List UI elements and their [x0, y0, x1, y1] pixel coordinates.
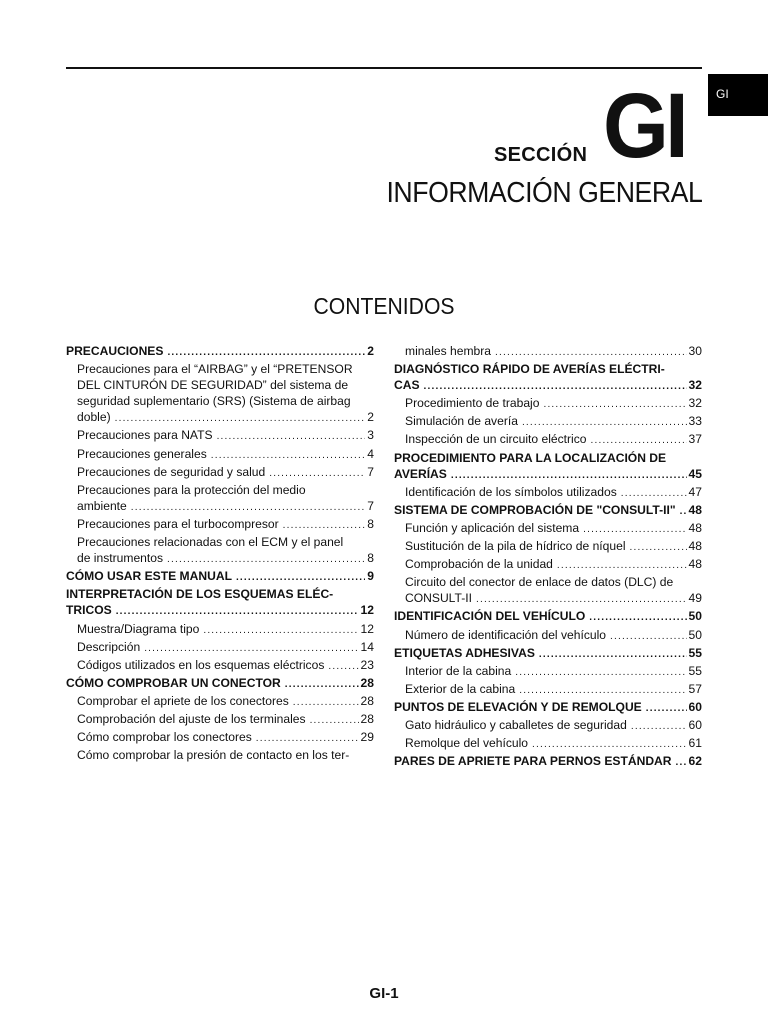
toc-subsection-entry	[394, 717, 702, 735]
toc-leader-dots	[144, 641, 358, 657]
toc-entry-line	[405, 717, 702, 735]
toc-subsection-entry	[394, 663, 702, 681]
toc-page-number: 50	[688, 609, 702, 624]
toc-entry-line	[77, 550, 374, 568]
toc-page-number: 28	[360, 693, 374, 708]
toc-leader-dots	[211, 448, 366, 464]
toc-entry-line	[77, 427, 374, 445]
toc-entry-text: AVERÍAS	[394, 466, 447, 481]
toc-section-entry	[394, 608, 702, 626]
toc-page-number: 37	[688, 432, 702, 447]
toc-subsection-entry	[394, 431, 702, 449]
toc-page-number: 4	[367, 446, 374, 461]
toc-entry-line	[394, 377, 702, 395]
toc-entry-line	[66, 602, 374, 620]
toc-page-number: 2	[367, 344, 374, 358]
toc-entry-text: Sustitución de la pila de hídrico de níquel	[405, 539, 626, 554]
toc-entry-line	[405, 663, 702, 681]
toc-section-entry	[66, 586, 374, 620]
toc-page-number: 28	[360, 675, 374, 690]
toc-subsection-entry	[66, 516, 374, 534]
toc-entry-line	[405, 538, 702, 556]
toc-leader-dots	[116, 604, 359, 620]
toc-entry-line	[405, 735, 702, 753]
toc-entry-text: PROCEDIMIENTO PARA LA LOCALIZACIÓN DE	[394, 450, 667, 465]
toc-subsection-entry	[394, 735, 702, 753]
toc-leader-dots	[557, 558, 687, 574]
section-title: INFORMACIÓN GENERAL	[386, 177, 702, 209]
toc-page-number: 55	[688, 645, 702, 660]
toc-section-entry	[394, 645, 702, 663]
toc-subsection-entry	[394, 574, 702, 608]
toc-leader-dots	[451, 468, 687, 484]
toc-entry-line	[394, 466, 702, 484]
toc-entry-text: Circuito del conector de enlace de datos (DLC) de	[405, 575, 674, 590]
toc-entry-text: TRICOS	[66, 603, 112, 618]
toc-subsection-entry	[394, 556, 702, 574]
toc-leader-dots	[269, 466, 365, 482]
toc-entry-text: Cómo comprobar los conectores	[77, 730, 252, 745]
toc-entry-text: PRECAUCIONES	[66, 344, 164, 358]
toc-entry-text: Descripción	[77, 639, 141, 654]
toc-leader-dots	[217, 429, 366, 445]
toc-leader-dots	[203, 623, 358, 639]
toc-page-number: 28	[360, 711, 374, 726]
toc-page-number: 48	[688, 520, 702, 535]
toc-entry-line	[77, 409, 374, 427]
toc-subsection-entry	[394, 484, 702, 502]
toc-entry-text: CÓMO COMPROBAR UN CONECTOR	[66, 675, 281, 690]
section-label: SECCIÓN	[494, 144, 588, 166]
toc-subsection-entry	[394, 520, 702, 538]
toc-page-number: 49	[688, 591, 702, 606]
toc-entry-line	[405, 681, 702, 699]
toc-page-number: 7	[367, 498, 374, 513]
toc-entry-text: seguridad suplementario (SRS) (Sistema de airbag	[77, 394, 351, 409]
toc-entry-text: Precauciones para la protección del medio	[77, 482, 306, 497]
toc-entry-text: Número de identificación del vehículo	[405, 627, 607, 642]
top-rule	[66, 67, 702, 69]
toc-entry-text: SISTEMA DE COMPROBACIÓN DE "CONSULT-II"	[394, 502, 676, 517]
toc-page-number: 12	[360, 603, 374, 618]
toc-subsection-entry	[66, 446, 374, 464]
toc-leader-dots	[591, 433, 687, 449]
toc-entry-line	[77, 657, 374, 675]
toc-subsection-entry	[66, 621, 374, 639]
toc-entry-text: Procedimiento de trabajo	[405, 396, 540, 411]
toc-section-entry	[66, 568, 374, 586]
toc-entry-line	[405, 395, 702, 413]
toc-entry-text: PUNTOS DE ELEVACIÓN Y DE REMOLQUE	[394, 699, 642, 714]
toc-entry-text: CONSULT-II	[405, 591, 472, 606]
toc-entry-line	[405, 520, 702, 538]
toc-subsection-entry	[66, 711, 374, 729]
toc-entry-text: Comprobación del ajuste de los terminales	[77, 711, 306, 726]
contents-heading: CONTENIDOS	[313, 293, 455, 319]
toc-page-number: 48	[688, 502, 702, 517]
toc-entry-text: Identificación de los símbolos utilizados	[405, 484, 617, 499]
toc-entry-text: CÓMO USAR ESTE MANUAL	[66, 569, 232, 584]
toc-entry-text: Precauciones relacionadas con el ECM y el panel	[77, 535, 344, 550]
toc-page-number: 62	[688, 754, 702, 769]
toc-left-column	[66, 343, 374, 763]
toc-entry-line	[77, 446, 374, 464]
toc-entry-line	[77, 516, 374, 534]
toc-subsection-entry	[66, 361, 374, 427]
toc-leader-dots	[532, 737, 687, 753]
toc-leader-dots	[621, 486, 687, 502]
toc-entry-text: doble)	[77, 410, 111, 425]
toc-entry-line	[394, 608, 702, 626]
toc-entry-line	[405, 343, 702, 361]
toc-page-number: 8	[367, 551, 374, 566]
toc-page-number: 48	[688, 557, 702, 572]
toc-entry-line	[77, 729, 374, 747]
toc-leader-dots	[630, 540, 687, 556]
toc-leader-dots	[115, 411, 366, 427]
toc-entry-text: ETIQUETAS ADHESIVAS	[394, 645, 535, 660]
toc-leader-dots	[167, 345, 365, 361]
toc-leader-dots	[131, 500, 366, 516]
toc-page-number: 9	[367, 569, 374, 584]
toc-page-number: 12	[360, 621, 374, 636]
toc-section-entry	[394, 699, 702, 717]
toc-entry-text: Cómo comprobar la presión de contacto en los ter-	[77, 748, 350, 763]
toc-section-entry	[394, 753, 702, 771]
toc-subsection-entry	[66, 693, 374, 711]
toc-entry-line	[77, 464, 374, 482]
toc-entry-text: Precauciones generales	[77, 446, 207, 461]
toc-entry-line	[405, 431, 702, 449]
toc-page-number: 8	[367, 516, 374, 531]
toc-leader-dots	[256, 731, 359, 747]
toc-page-number: 45	[688, 466, 702, 481]
toc-entry-line	[77, 711, 374, 729]
toc-entry-text: Gato hidráulico y caballetes de seguridad	[405, 717, 627, 732]
toc-entry-line	[405, 556, 702, 574]
toc-entry-text: Exterior de la cabina	[405, 681, 516, 696]
toc-subsection-entry	[66, 464, 374, 482]
toc-page-number: 47	[688, 484, 702, 499]
toc-entry-text: DIAGNÓSTICO RÁPIDO DE AVERÍAS ELÉCTRI-	[394, 362, 665, 377]
toc-entry-line	[394, 502, 702, 520]
page-number: GI-1	[369, 985, 399, 1002]
section-code: GI	[603, 75, 685, 177]
toc-entry-text: Códigos utilizados en los esquemas eléctricos	[77, 657, 325, 672]
toc-entry-text: Precauciones para el turbocompresor	[77, 516, 279, 531]
toc-entry-line	[394, 645, 702, 663]
toc-page-number: 55	[688, 663, 702, 678]
toc-leader-dots	[167, 552, 365, 568]
toc-leader-dots	[476, 592, 687, 608]
toc-subsection-entry	[394, 627, 702, 645]
toc-subsection-entry	[394, 343, 702, 361]
toc-right-column	[394, 343, 702, 771]
toc-entry-text: PARES DE APRIETE PARA PERNOS ESTÁNDAR	[394, 754, 672, 769]
toc-leader-dots	[522, 415, 687, 431]
toc-entry-line	[77, 693, 374, 711]
toc-leader-dots	[495, 345, 687, 361]
toc-page-number: 30	[688, 344, 702, 358]
toc-entry-text: CAS	[394, 378, 420, 393]
toc-page-number: 57	[688, 681, 702, 696]
toc-leader-dots	[680, 504, 687, 520]
toc-page-number: 7	[367, 464, 374, 479]
toc-section-entry	[394, 502, 702, 520]
toc-page-number: 32	[688, 396, 702, 411]
toc-subsection-entry	[394, 413, 702, 431]
toc-page-number: 14	[360, 639, 374, 654]
toc-subsection-entry	[66, 729, 374, 747]
toc-page-number: 23	[360, 657, 374, 672]
section-tab	[708, 74, 768, 116]
toc-entry-line	[405, 590, 702, 608]
toc-page-number: 50	[688, 627, 702, 642]
toc-leader-dots	[236, 570, 365, 586]
toc-leader-dots	[293, 695, 359, 711]
toc-entry-line	[66, 568, 374, 586]
toc-entry-line	[66, 675, 374, 693]
toc-subsection-entry	[394, 395, 702, 413]
toc-page-number: 29	[360, 730, 374, 745]
toc-leader-dots	[283, 518, 366, 534]
toc-entry-text: Función y aplicación del sistema	[405, 520, 580, 535]
toc-subsection-entry	[66, 657, 374, 675]
toc-page-number: 33	[688, 414, 702, 429]
toc-entry-text: IDENTIFICACIÓN DEL VEHÍCULO	[394, 609, 586, 624]
toc-leader-dots	[543, 397, 686, 413]
toc-leader-dots	[676, 755, 687, 771]
toc-entry-text: Inspección de un circuito eléctrico	[405, 432, 587, 447]
toc-entry-text: Precauciones para NATS	[77, 428, 213, 443]
toc-leader-dots	[515, 665, 686, 681]
toc-subsection-entry	[66, 482, 374, 516]
toc-entry-text: Comprobación de la unidad	[405, 557, 553, 572]
toc-entry-text: minales hembra	[405, 344, 492, 358]
toc-entry-line	[77, 639, 374, 657]
toc-leader-dots	[285, 677, 359, 693]
toc-subsection-entry	[394, 681, 702, 699]
toc-entry-text: DEL CINTURÓN DE SEGURIDAD” del sistema de	[77, 378, 349, 393]
toc-entry-line	[66, 343, 374, 361]
toc-leader-dots	[424, 379, 687, 395]
toc-page-number: 60	[688, 699, 702, 714]
toc-entry-text: Precauciones para el “AIRBAG” y el “PRETENSOR	[77, 362, 353, 377]
toc-leader-dots	[539, 647, 687, 663]
toc-leader-dots	[310, 713, 359, 729]
toc-entry-text: Precauciones de seguridad y salud	[77, 464, 266, 479]
toc-entry-text: Simulación de avería	[405, 414, 518, 429]
toc-page-number: 61	[688, 736, 702, 751]
toc-page-number: 48	[688, 539, 702, 554]
toc-entry-line	[394, 699, 702, 717]
toc-entry-text: ambiente	[77, 498, 127, 513]
toc-entry-text: Muestra/Diagrama tipo	[77, 621, 200, 636]
toc-entry-line	[77, 498, 374, 516]
toc-entry-text: de instrumentos	[77, 551, 164, 566]
toc-subsection-entry	[66, 747, 374, 763]
toc-page-number: 32	[688, 378, 702, 393]
toc-leader-dots	[519, 683, 686, 699]
toc-leader-dots	[583, 522, 686, 538]
toc-entry-line	[394, 753, 702, 771]
toc-section-entry	[66, 343, 374, 361]
toc-leader-dots	[589, 610, 686, 626]
toc-subsection-entry	[394, 538, 702, 556]
toc-leader-dots	[631, 719, 687, 735]
toc-leader-dots	[646, 701, 687, 717]
toc-entry-text: INTERPRETACIÓN DE LOS ESQUEMAS ELÉC-	[66, 587, 334, 602]
toc-entry-line	[405, 627, 702, 645]
toc-section-entry	[66, 675, 374, 693]
toc-subsection-entry	[66, 427, 374, 445]
toc-page-number: 3	[367, 428, 374, 443]
toc-section-entry	[394, 361, 702, 395]
section-tab-label: GI	[716, 87, 729, 101]
toc-entry-text: Comprobar el apriete de los conectores	[77, 693, 289, 708]
toc-entry-line	[405, 484, 702, 502]
toc-subsection-entry	[66, 534, 374, 568]
toc-entry-line	[77, 621, 374, 639]
toc-leader-dots	[610, 629, 687, 645]
toc-entry-line	[405, 413, 702, 431]
toc-entry-text: Interior de la cabina	[405, 663, 512, 678]
toc-entry-text: Remolque del vehículo	[405, 736, 529, 751]
toc-subsection-entry	[66, 639, 374, 657]
toc-leader-dots	[328, 659, 358, 675]
toc-page-number: 60	[688, 717, 702, 732]
toc-section-entry	[394, 450, 702, 484]
toc-page-number: 2	[367, 410, 374, 425]
